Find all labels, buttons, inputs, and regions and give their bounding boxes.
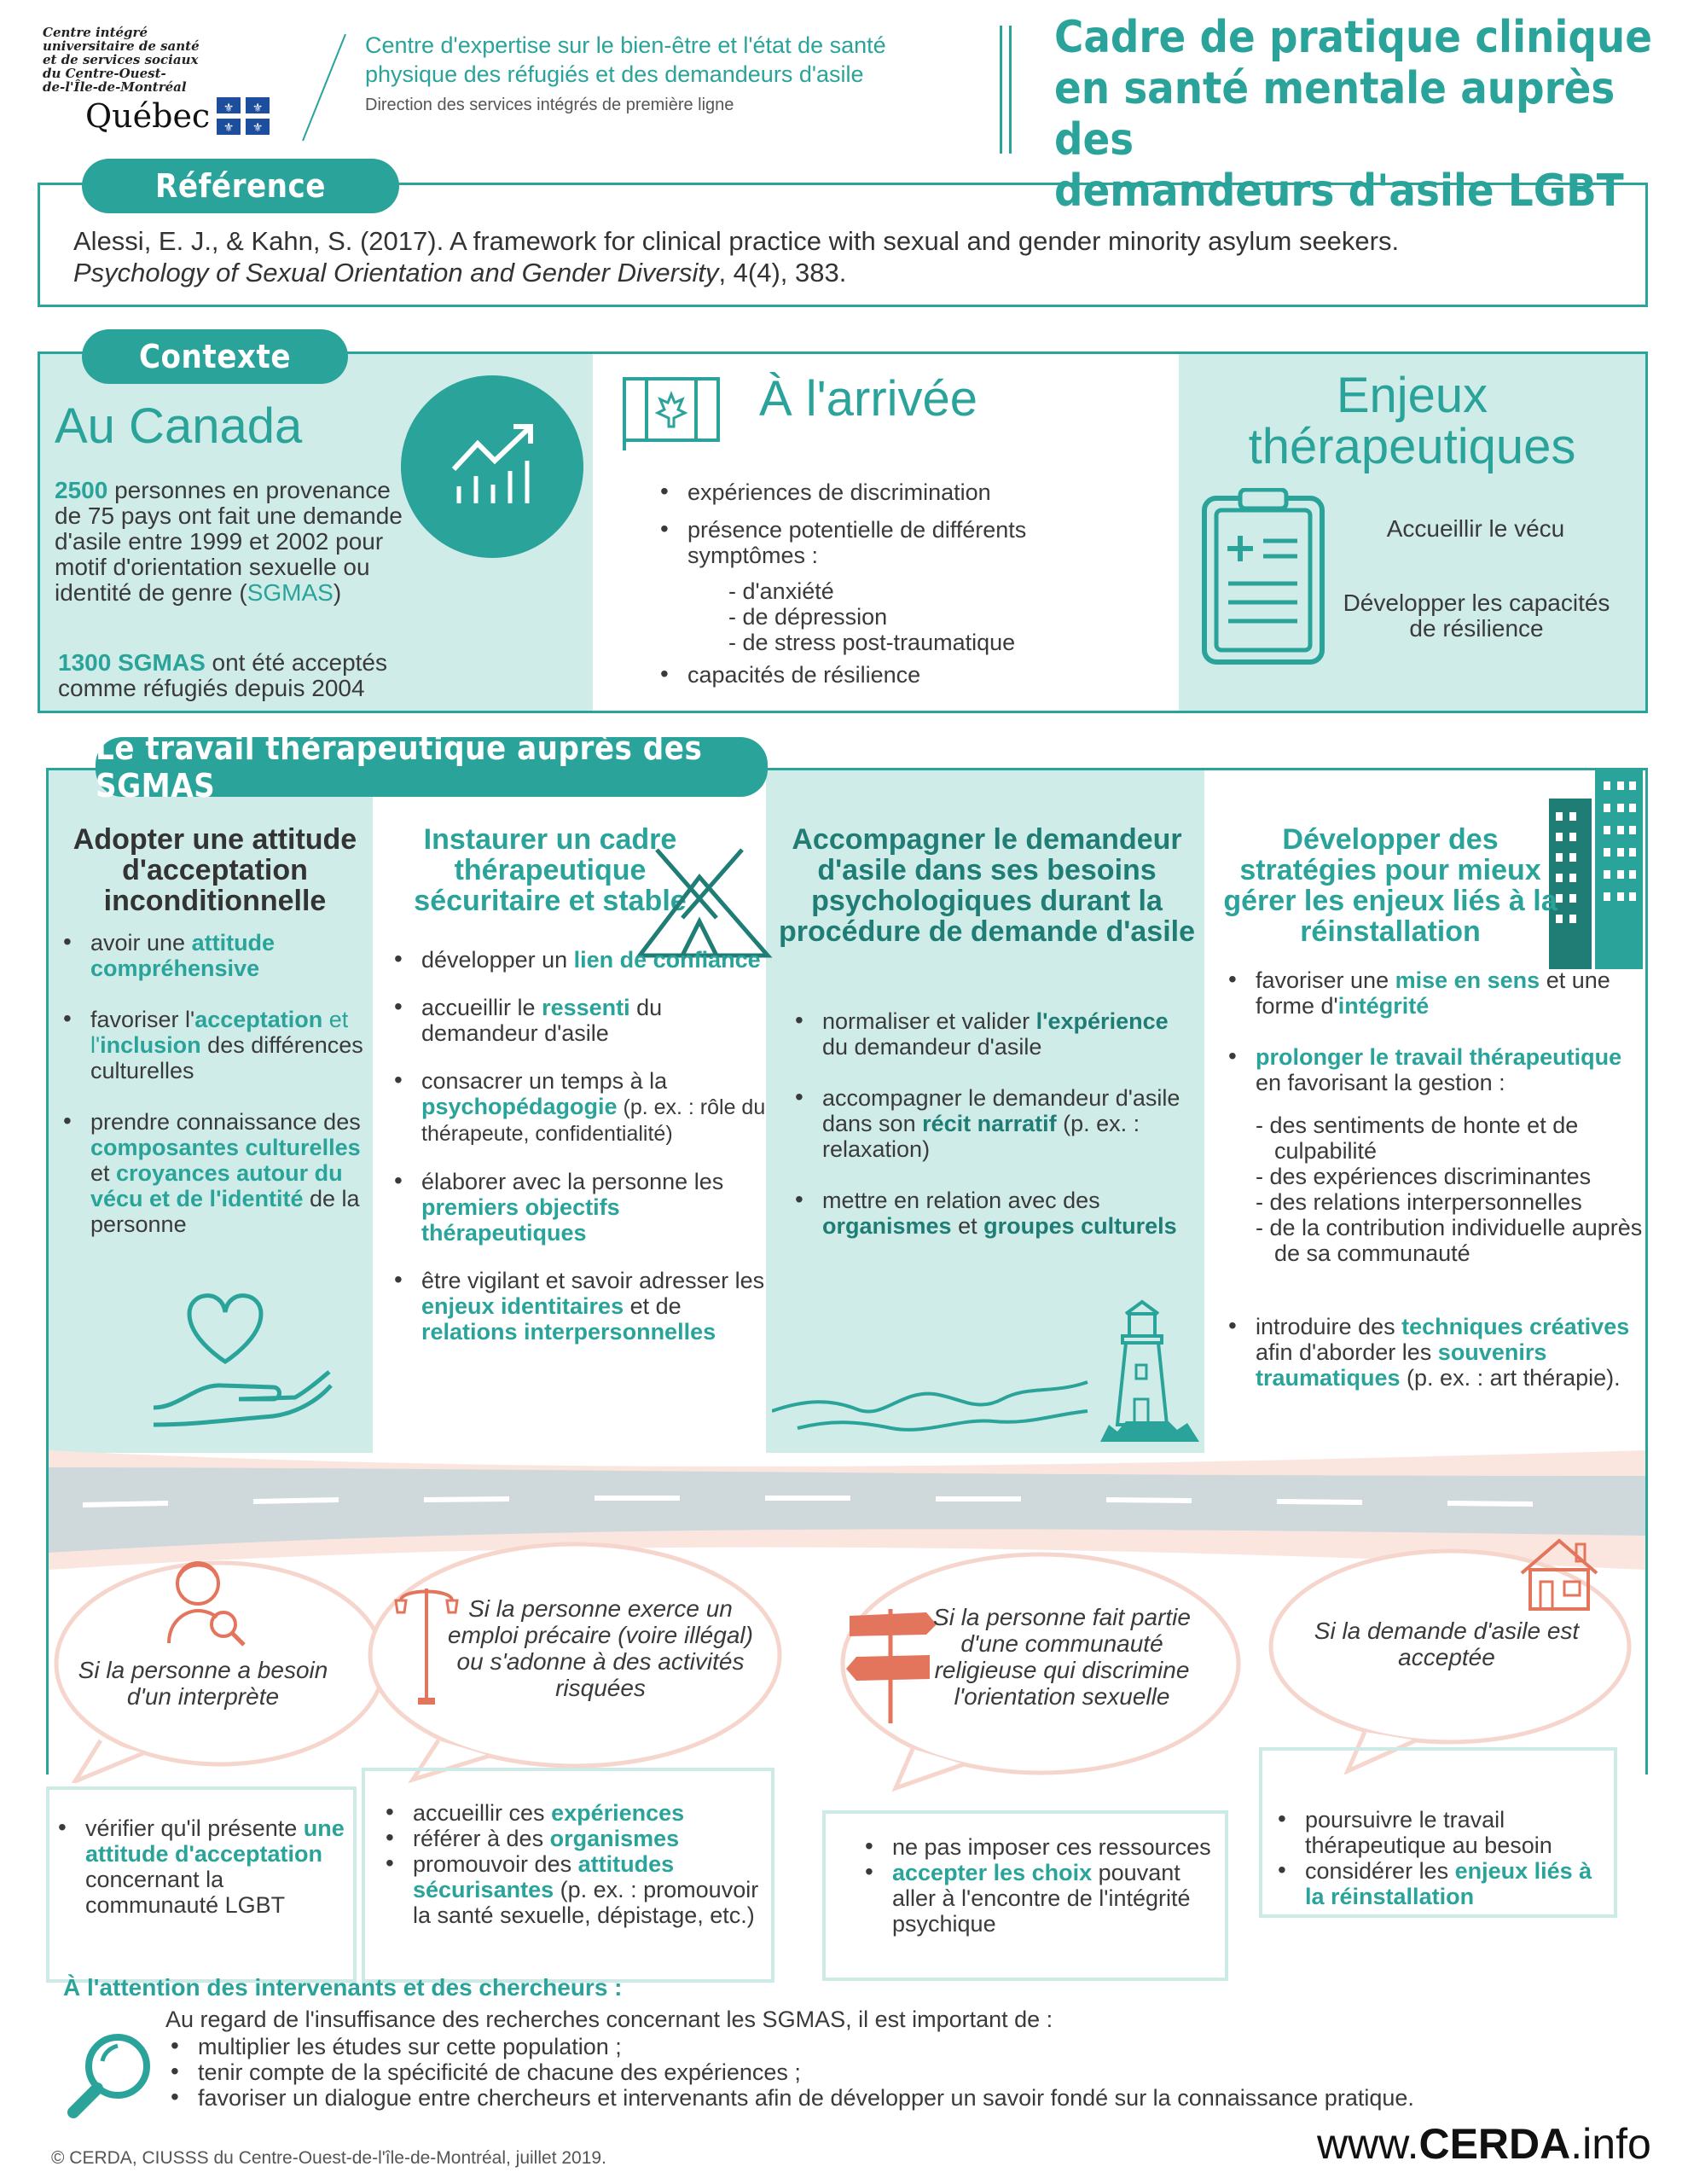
enjeux-item-accueillir: Accueillir le vécu (1386, 515, 1565, 542)
response-item: • accepter les choix pouvant aller à l'encontre de l'intégrité psychique (861, 1860, 1220, 1937)
col4-list (1225, 967, 1651, 1413)
situation-communaute-religieuse: Si la personne fait partie d'une communauté religieuse qui discrimine l'orientation sexuelle (933, 1604, 1191, 1710)
heart-hand-icon (136, 1280, 341, 1433)
enjeux-item-resilience: Développer les capacités de résilience (1343, 590, 1610, 642)
response-item: • considérer les enjeux liés à la réinstallation (1274, 1858, 1615, 1909)
lighthouse-icon (1092, 1297, 1203, 1450)
centre-expertise-block (365, 31, 962, 115)
col2-item: • accueillir le ressenti du demandeur d'asile (391, 995, 766, 1046)
attention-intro: Au regard de l'insuffisance des recherches concernant les SGMAS, il est important de : (165, 2007, 1053, 2032)
canada-stat2: 1300 SGMAS ont été acceptés comme réfugiés depuis 2004 (58, 649, 388, 701)
arrivee-list (657, 479, 1134, 710)
clipboard-icon (1199, 488, 1327, 667)
enjeux-title: Enjeux thérapeutiques (1248, 368, 1576, 474)
ciusss-org-name: Centre intégré universitaire de santé et de services sociaux du Centre-Ouest- de-l'Île-de-Montréal (43, 25, 200, 95)
col4-item: • prolonger le travail thérapeutique en favorisant la gestion : - des sentiments de honte et de culpabilité - des expériences discriminantes - des relations interpersonnelles - de la contribution individuelle auprès de sa communauté (1225, 1044, 1651, 1266)
col1-item: • avoir une attitude compréhensive (60, 930, 370, 981)
ciusss-logo (43, 26, 299, 145)
arrivee-item: • expériences de discrimination (657, 479, 1134, 505)
response-item: • ne pas imposer ces ressources (861, 1834, 1220, 1860)
svg-text:⚜: ⚜ (252, 120, 264, 134)
attention-item: • favoriser un dialogue entre chercheurs et intervenants afin de développer un savoir fondé sur la connaissance pratique. (167, 2085, 1643, 2111)
cerda-url[interactable]: www.CERDA.info (1317, 2120, 1651, 2168)
reference-citation: Alessi, E. J., & Kahn, S. (2017). A framework for clinical practice with sexual and gender minority asylum seekers. Psychology of Sexual Orientation and Gender Diversity, 4(4), 383. (73, 226, 1400, 288)
svg-text:⚜: ⚜ (252, 101, 264, 114)
magnifier-icon (65, 2027, 159, 2121)
col1-item: • prendre connaissance des composantes culturelles et croyances autour du vécu et de l'identité de la personne (60, 1109, 370, 1237)
contexte-pill: Contexte (82, 329, 348, 384)
quebec-wordmark: Québec (85, 97, 211, 135)
response-2-list (382, 1800, 769, 1928)
attention-list (167, 2034, 1643, 2111)
attention-item: • multiplier les études sur cette population ; (167, 2034, 1643, 2059)
col2-item: • être vigilant et savoir adresser les enjeux identitaires et de relations interpersonnelles (391, 1268, 766, 1345)
col1-heading: Adopter une attitude d'acceptation inconditionnelle (73, 823, 357, 917)
growth-chart-icon (401, 375, 583, 558)
reference-pill: Référence (82, 159, 399, 213)
col3-list (792, 1008, 1192, 1261)
tent-icon (631, 845, 776, 964)
response-item: • poursuivre le travail thérapeutique au besoin (1274, 1807, 1615, 1858)
col2-item: • élaborer avec la personne les premiers objectifs thérapeutiques (391, 1169, 766, 1246)
header-slash-divider (299, 34, 350, 145)
response-item: • promouvoir des attitudes sécurisantes (p. ex. : promouvoir la santé sexuelle, dépistage, etc.) (382, 1851, 769, 1928)
canada-stat1: 2500 personnes en provenance de 75 pays ont fait une demande d'asile entre 1999 et 2002 pour motif d'orientation sexuelle ou identité de genre (SGMAS) (55, 477, 403, 606)
col2-item: • développer un lien de confiance (391, 947, 766, 973)
col1-item: • favoriser l'acceptation et l'inclusion des différences culturelles (60, 1007, 370, 1083)
response-item: • accueillir ces expériences (382, 1800, 769, 1826)
col3-item: • accompagner le demandeur d'asile dans son récit narratif (p. ex. : relaxation) (792, 1085, 1192, 1162)
col4-item: • introduire des techniques créatives afin d'aborder les souvenirs traumatiques (p. ex. : art thérapie). (1225, 1314, 1651, 1391)
arrivee-item: • présence potentielle de différents symptômes : - d'anxiété - de dépression - de stress post-traumatique (657, 517, 1134, 655)
quebec-flag-icon (217, 97, 270, 135)
travail-pill: Le travail thérapeutique auprès des SGMAS (96, 737, 768, 797)
arrivee-item: • capacités de résilience (657, 662, 1134, 688)
centre-name-line1: Centre d'expertise sur le bien-être et l'état de santé (365, 32, 886, 58)
waves-icon (772, 1374, 1096, 1442)
signpost-icon (844, 1606, 938, 1725)
response-1-list (55, 1815, 357, 1940)
situation-interprete: Si la personne a besoin d'un interprète (78, 1657, 328, 1710)
col2-heading: Instaurer un cadre thérapeutique sécuritaire et stable (414, 823, 687, 917)
col4-heading: Développer des stratégies pour mieux gérer les enjeux liés à la réinstallation (1223, 823, 1557, 948)
response-item: • vérifier qu'il présente une attitude d'acceptation concernant la communauté LGBT (55, 1815, 357, 1918)
situation-demande-acceptee: Si la demande d'asile est acceptée (1314, 1618, 1580, 1670)
col3-item: • normaliser et valider l'expérience du demandeur d'asile (792, 1008, 1192, 1060)
attention-item: • tenir compte de la spécificité de chacune des expériences ; (167, 2059, 1643, 2085)
col2-item: • consacrer un temps à la psychopédagogie (p. ex. : rôle du thérapeute, confidentialité) (391, 1068, 766, 1147)
svg-text:⚜: ⚜ (223, 120, 235, 134)
response-4-list (1274, 1807, 1615, 1909)
title-double-rule (1000, 26, 1012, 154)
centre-name-line2: physique des réfugiés et des demandeurs d'asile (365, 61, 864, 87)
svg-text:⚜: ⚜ (223, 101, 235, 114)
response-3-list (861, 1834, 1220, 1937)
arrivee-title: À l'arrivée (759, 371, 978, 427)
page-title: Cadre de pratique clinique en santé mentale auprès des demandeurs d'asile LGBT (1054, 12, 1652, 217)
canada-flag-icon (621, 375, 732, 452)
attention-title: À l'attention des intervenants et des chercheurs : (63, 1974, 623, 2001)
col3-heading: Accompagner le demandeur d'asile dans ses besoins psychologiques durant la procédure de demande d'asile (778, 823, 1196, 948)
col2-list (391, 947, 766, 1367)
col4-item: • favoriser une mise en sens et une forme d'intégrité (1225, 967, 1651, 1019)
situation-emploi-precaire: Si la personne exerce un emploi précaire (voire illégal) ou s'adonne à des activités risquées (448, 1595, 753, 1701)
interpreter-person-icon (164, 1554, 249, 1648)
col3-item: • mettre en relation avec des organismes et groupes culturels (792, 1188, 1192, 1239)
direction-text: Direction des services intégrés de première ligne (365, 96, 734, 114)
house-icon (1517, 1536, 1602, 1612)
canada-title: Au Canada (55, 398, 303, 454)
response-item: • référer à des organismes (382, 1826, 769, 1851)
col1-list (60, 930, 370, 1259)
copyright: © CERDA, CIUSSS du Centre-Ouest-de-l'île-de-Montréal, juillet 2019. (51, 2148, 606, 2168)
